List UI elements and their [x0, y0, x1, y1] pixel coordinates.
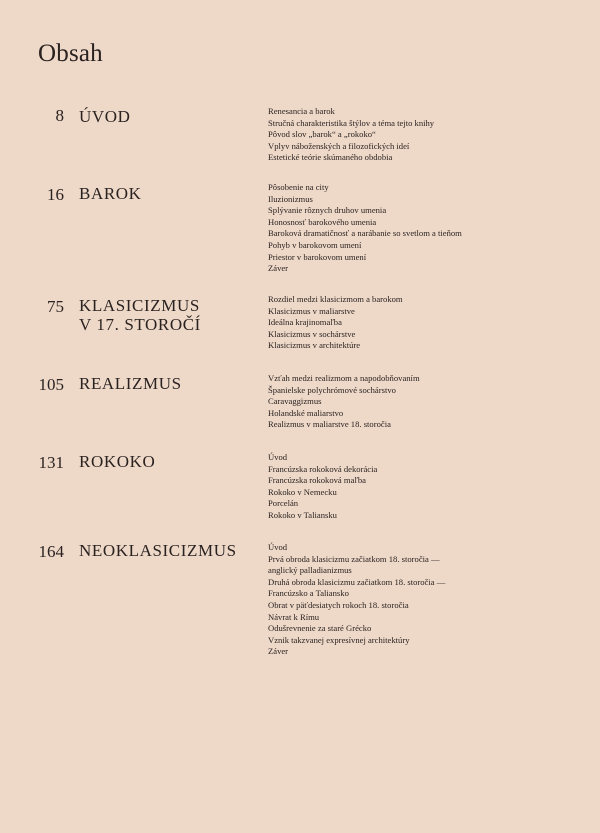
toc-subtopic: Rokoko v Taliansku: [268, 509, 337, 520]
toc-subtopic: Holandské maliarstvo: [268, 407, 344, 418]
page-title: Obsah: [38, 40, 103, 67]
toc-chapter-title: KLASICIZMUS V 17. STOROČÍ: [79, 296, 201, 334]
toc-subtopic: anglický palladianizmus: [268, 565, 352, 576]
toc-subtopic: Francúzska rokoková dekorácia: [268, 463, 378, 474]
toc-subtopic: Záver: [268, 646, 289, 657]
toc-subtopic: Rokoko v Nemecku: [268, 486, 337, 497]
toc-subtopics: [268, 452, 588, 522]
toc-subtopic: Klasicizmus v maliarstve: [268, 305, 355, 316]
toc-subtopics: [268, 373, 588, 431]
toc-subtopic: Klasicizmus v sochárstve: [268, 328, 356, 339]
toc-subtopic: Priestor v barokovom umení: [268, 251, 367, 262]
toc-subtopic: Vplyv náboženských a filozofických ideí: [268, 140, 410, 151]
toc-subtopics: [268, 182, 588, 275]
toc-subtopic: Francúzsko a Taliansko: [268, 588, 349, 599]
toc-subtopic: Stručná charakteristika štýlov a téma tejto knihy: [268, 117, 435, 128]
toc-subtopic: Záver: [268, 263, 289, 274]
toc-chapter-title: NEOKLASICIZMUS: [79, 541, 237, 560]
toc-subtopic: Iluzionizmus: [268, 193, 313, 204]
toc-page-number: 8: [55, 106, 64, 125]
toc-chapter-title: BAROK: [79, 184, 142, 203]
toc-subtopic: Vznik takzvanej expresívnej architektúry: [268, 634, 410, 645]
toc-subtopic: Vzťah medzi realizmom a napodobňovaním: [268, 373, 420, 383]
toc-subtopic: Rozdiel medzi klasicizmom a barokom: [268, 294, 403, 304]
toc-subtopic: Renesancia a barok: [268, 106, 335, 116]
toc-subtopics: [268, 294, 588, 352]
toc-subtopic: Pôvod slov „barok“ a „rokoko“: [268, 129, 376, 140]
toc-page-number: 16: [47, 185, 64, 204]
toc-subtopic: Estetické teórie skúmaného obdobia: [268, 152, 393, 163]
toc-subtopic: Ideálna krajinomaľba: [268, 317, 342, 328]
toc-subtopic: Druhá obroda klasicizmu začiatkom 18. storočia —: [268, 576, 446, 587]
toc-subtopic: Prvá obroda klasicizmu začiatkom 18. storočia —: [268, 553, 440, 564]
toc-subtopics: [268, 106, 588, 164]
toc-subtopic: Splývanie rôznych druhov umenia: [268, 205, 387, 216]
toc-page-number: 164: [38, 542, 64, 561]
toc-subtopic: Návrat k Rímu: [268, 611, 320, 622]
toc-subtopic: Obrat v päťdesiatych rokoch 18. storočia: [268, 599, 409, 610]
toc-subtopic: Úvod: [268, 542, 288, 552]
toc-subtopic: Caravaggizmus: [268, 396, 322, 407]
toc-chapter-title: ÚVOD: [79, 107, 131, 126]
toc-subtopic: Španielske polychrómové sochárstvo: [268, 384, 396, 395]
toc-subtopic: Honosnosť barokového umenia: [268, 216, 377, 227]
toc-subtopic: Pohyb v barokovom umení: [268, 239, 362, 250]
toc-subtopic: Pôsobenie na city: [268, 182, 329, 192]
toc-subtopic: Úvod: [268, 452, 288, 462]
toc-subtopic: Francúzska rokoková maľba: [268, 475, 366, 486]
toc-page-number: 105: [38, 375, 64, 394]
toc-page-number: 131: [38, 453, 64, 472]
toc-subtopic: Klasicizmus v architektúre: [268, 340, 361, 351]
toc-subtopic: Odušrevnenie za staré Grécko: [268, 623, 372, 634]
toc-page-number: 75: [47, 297, 64, 316]
toc-subtopic: Porcelán: [268, 498, 299, 509]
toc-chapter-title: REALIZMUS: [79, 374, 182, 393]
toc-chapter-title: ROKOKO: [79, 452, 156, 471]
toc-subtopic: Realizmus v maliarstve 18. storočia: [268, 419, 391, 430]
toc-subtopic: Baroková dramatičnosť a narábanie so svetlom a tieňom: [268, 228, 462, 239]
toc-subtopics: [268, 542, 588, 658]
